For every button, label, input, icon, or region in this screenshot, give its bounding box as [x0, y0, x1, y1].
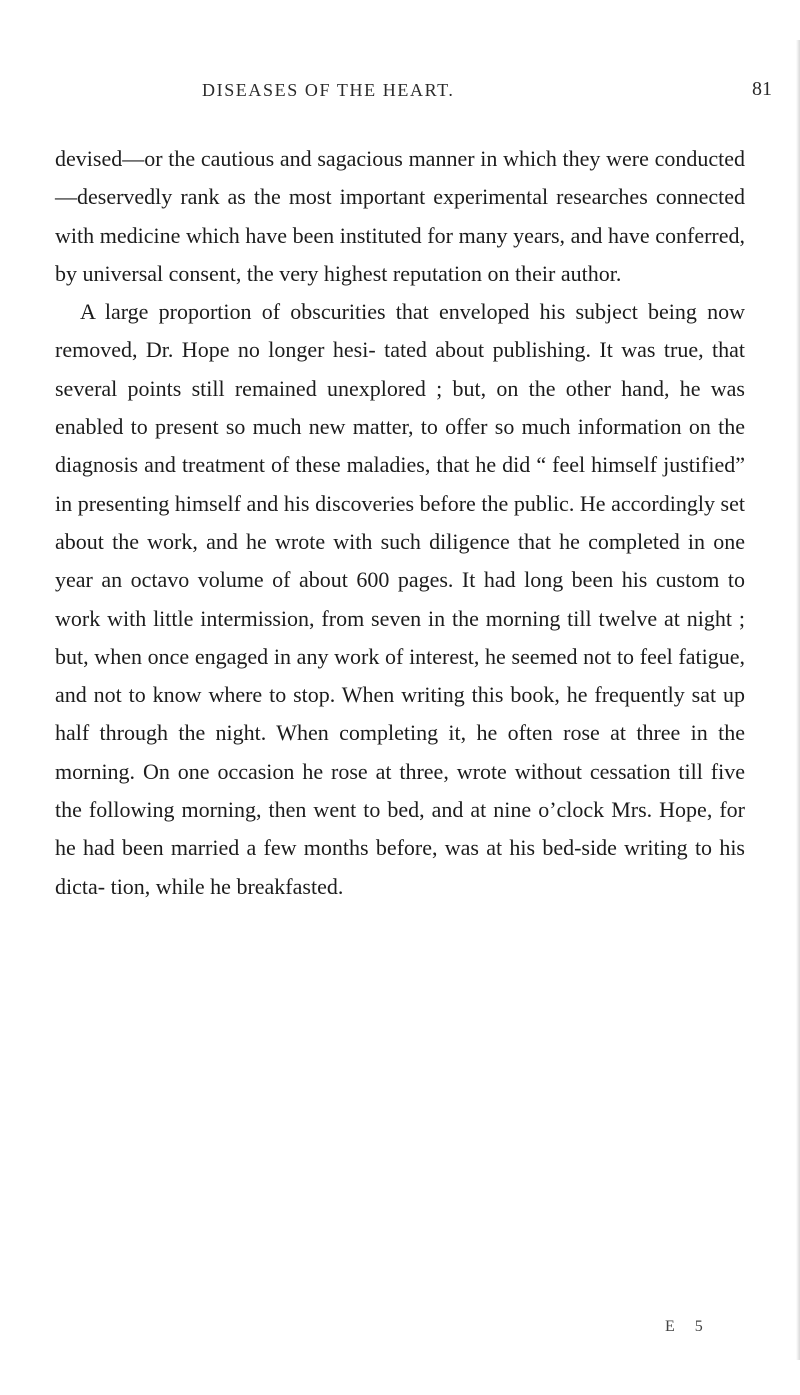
- running-head: DISEASES OF THE HEART.: [202, 80, 455, 100]
- signature-mark: E 5: [665, 1318, 711, 1335]
- paragraph-continued: devised—or the cautious and sagacious manner in which they were conducted—deservedly rank as the most important experimental researches connected with medicine which have been instituted for many years, and have conferred, by universal consent, the very highest reputation on their author.: [55, 146, 745, 286]
- body-text: [55, 140, 745, 906]
- page-edge-shadow: [796, 40, 800, 1360]
- paragraph: A large proportion of obscurities that enveloped his subject being now removed, Dr. Hope no longer hesi- tated about publishing. It was true, that several points still remained unexplored ; but, on the other hand, he was enabled to present so much new matter, to offer so much information on the diagnosis and treatment of these maladies, that he did “ feel himself justified” in presenting himself and his discoveries before the public. He accordingly set about the work, and he wrote with such diligence that he completed in one year an octavo volume of about 600 pages. It had long been his custom to work with little intermission, from seven in the morning till twelve at night ; but, when once engaged in any work of interest, he seemed not to feel fatigue, and not to know where to stop. When writing this book, he frequently sat up half through the night. When completing it, he often rose at three in the morning. On one occasion he rose at three, wrote without cessation till five the following morning, then went to bed, and at nine o’clock Mrs. Hope, for he had been married a few months before, was at his bed-side writing to his dicta- tion, while he breakfasted.: [55, 299, 745, 899]
- page-number: 81: [752, 78, 772, 100]
